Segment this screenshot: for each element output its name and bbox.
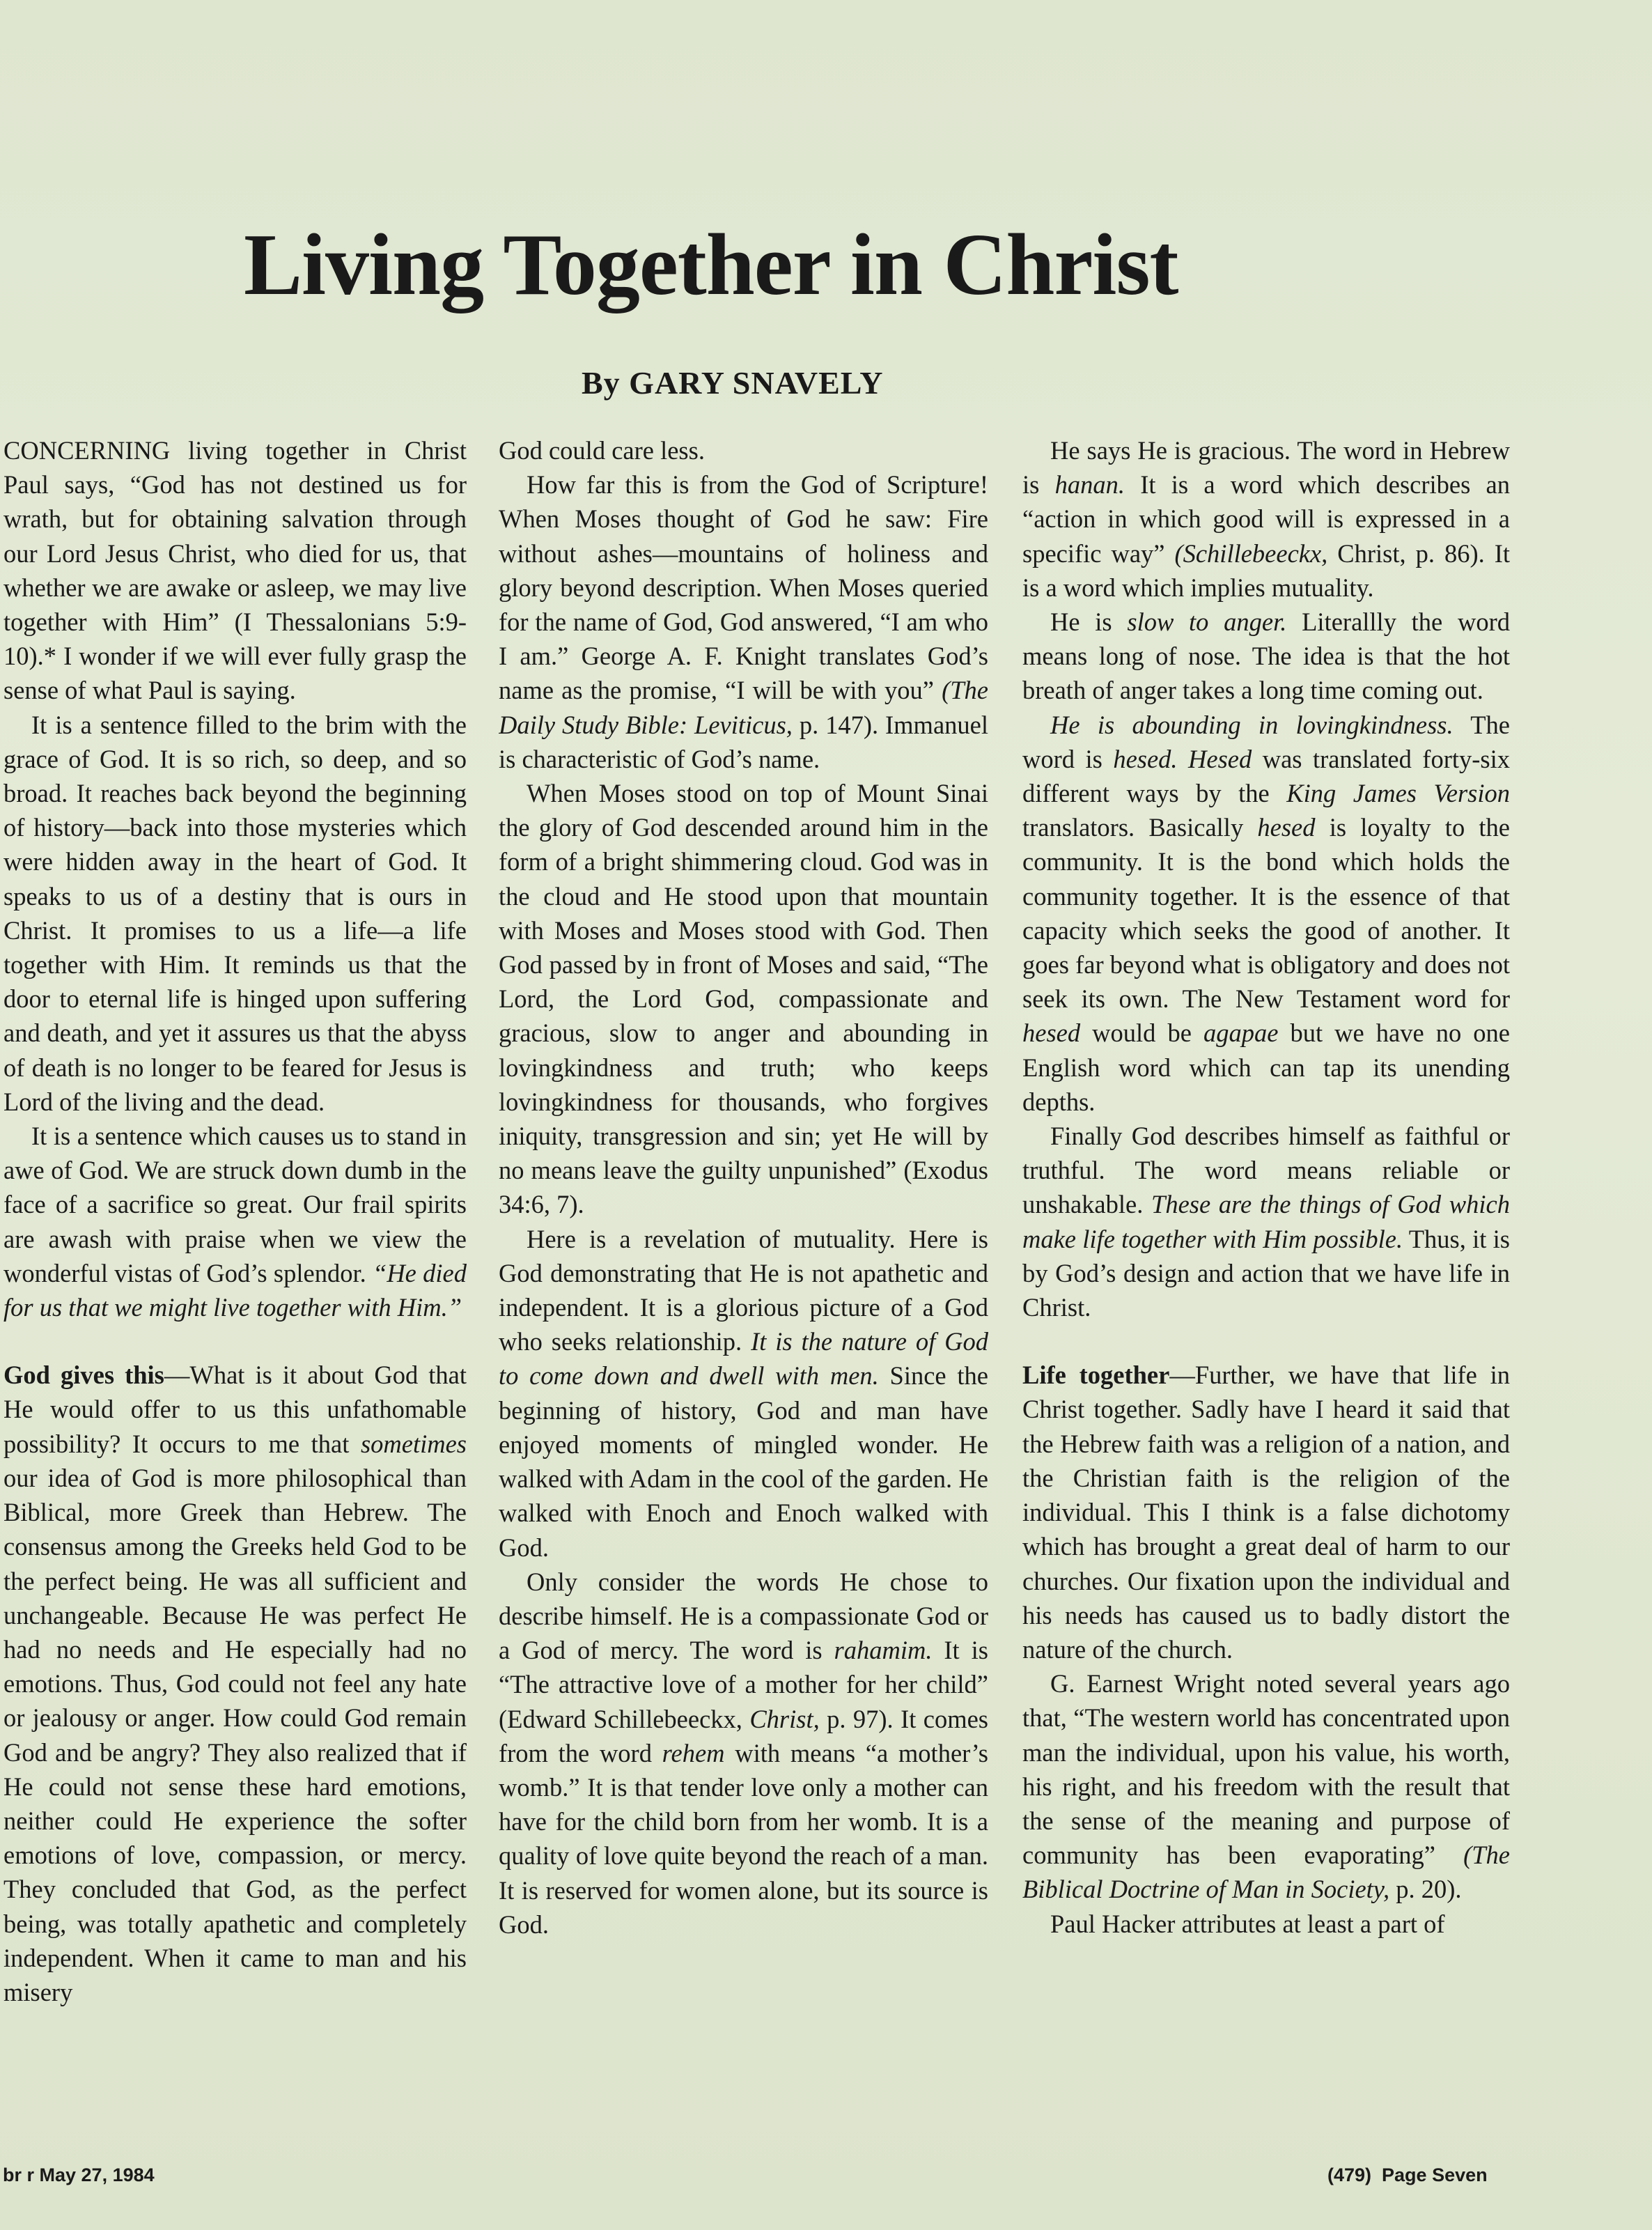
paragraph-text: God could care less. xyxy=(499,436,705,465)
paragraph-text: translators. Basically xyxy=(1022,813,1258,842)
paragraph-text: He is xyxy=(1050,607,1128,637)
paragraph xyxy=(3,1358,467,2009)
paragraph-text: Thus, it is by God’s design and action that we have life in Christ. xyxy=(1022,1224,1510,1322)
paragraph-text: It is “The attractive love of a mother for her child” (Edward Schillebeeckx, xyxy=(499,1636,988,1733)
subhead: God gives this xyxy=(3,1361,164,1390)
paragraph-text: It is a sentence which causes us to stand in awe of God. We are struck down dumb in the face of a sacrifice so great. Our frail spirits are awash with praise when we view the wonderful vistas of God’s splendor. xyxy=(3,1122,467,1287)
italic-text: (The Biblical Doctrine of Man in Society, xyxy=(1022,1841,1510,1904)
paragraph-text: Paul Hacker attributes at least a part of xyxy=(1050,1909,1445,1938)
paragraph xyxy=(499,467,988,776)
italic-text: (The Daily Study Bible: Leviticus, xyxy=(499,676,988,739)
paragraph-text: Since the beginning of history, God and man have enjoyed moments of mingled wonder. He walked with Adam in the cool of the garden. He walked with Enoch and Enoch walked with God. xyxy=(499,1361,988,1562)
paragraph xyxy=(1022,1666,1510,1906)
paragraph-text: living together in Christ Paul says, “God has not destined us for wrath, but for obtaining salvation through our Lord Jesus Christ, who died for us, that whether we are awake or asleep, we may live together with Him” (I Thessalonians 5:9-10).* I wonder if we will ever fully grasp the sense of what Paul is saying. xyxy=(3,436,467,705)
paragraph-text: The word is xyxy=(1022,710,1510,773)
italic-text: These are the things of God which make life together with Him possible. xyxy=(1022,1190,1510,1253)
paragraph-text: —What is it about God that He would offer to us this unfathomable possibility? It occurs to me that xyxy=(3,1361,467,1458)
paragraph-text: It is a word which describes an “action in which good will is expressed in a specific way” xyxy=(1022,470,1510,568)
paragraph-text: —Further, we have that life in Christ together. Sadly have I heard it said that the Hebrew faith was a religion of a nation, and the Christian faith is the religion of the individual. This I think is a false dichotomy which has brought a great deal of harm to our churches. Our fixation upon the individual and his needs has caused us to badly distort the nature of the church. xyxy=(1022,1361,1510,1664)
italic-text: agapae xyxy=(1203,1019,1279,1048)
paragraph-text: with means “a mother’s womb.” It is that tender love only a mother can have for the child born from her womb. It is a quality of love quite beyond the reach of a man. It is reserved for women alone, but its source is God. xyxy=(499,1738,988,1939)
paragraph-text: Only consider the words He chose to describe himself. He is a compassionate God or a God of mercy. The word is xyxy=(499,1567,988,1665)
paragraph-text: When Moses stood on top of Mount Sinai the glory of God descended around him in the form of a bright shimmering cloud. God was in the cloud and He stood upon that mountain with Moses and Moses stood with God. Then God passed by in front of Moses and said, “The Lord, the Lord God, compassionate and gracious, slow to anger and abounding in lovingkindness and truth; who keeps lovingkindness for thousands, who forgives iniquity, transgression and sin; yet He will by no means leave the guilty unpunished” (Exodus 34:6, 7). xyxy=(499,779,988,1219)
subhead: Life together xyxy=(1022,1361,1170,1390)
column-3 xyxy=(1022,433,1510,2140)
paragraph xyxy=(1022,1907,1510,1941)
paragraph xyxy=(3,708,467,1119)
italic-text: “He died for us that we might live together with Him.” xyxy=(3,1258,467,1322)
paragraph xyxy=(499,1222,988,1565)
column-2 xyxy=(499,433,988,2140)
italic-text: He is abounding in lovingkindness. xyxy=(1050,710,1454,739)
paragraph-text: Finally God describes himself as faithful or truthful. The word means reliable or unshakable. xyxy=(1022,1122,1510,1219)
footer-date: br r May 27, 1984 xyxy=(3,2165,155,2185)
paragraph-text: p. 97). It comes from the word xyxy=(499,1704,988,1767)
paragraph-text: Here is a revelation of mutuality. Here is God demonstrating that He is not apathetic and independent. It is a glorious picture of a God who seeks relationship. xyxy=(499,1224,988,1356)
byline: By GARY SNAVELY xyxy=(582,365,884,401)
paragraph xyxy=(499,1565,988,1942)
paragraph-text: Literallly the word means long of nose. The idea is that the hot breath of anger takes a long time coming out. xyxy=(1022,607,1510,705)
paragraph-text: It is a sentence filled to the brim with the grace of God. It is so rich, so deep, and so broad. It reaches back beyond the beginning of history—back into those mysteries which were hidden away in the heart of God. It speaks to us of a destiny that is ours in Christ. It promises to us a life—a life together with Him. It reminds us that the door to eternal life is hinged upon suffering and death, and yet it assures us that the abyss of death is no longer to be feared for Jesus is Lord of the living and the dead. xyxy=(3,710,467,1116)
italic-text: rahamim. xyxy=(834,1636,933,1665)
paragraph-text: How far this is from the God of Scripture! When Moses thought of God he saw: Fire without ashes—mountains of holiness and glory beyond description. When Moses queried for the name of God, God answered, “I am who I am.” George A. F. Knight translates God’s name as the promise, “I will be with you” xyxy=(499,470,988,705)
paragraph-text: p. 147). Immanuel is characteristic of God’s name. xyxy=(499,710,988,773)
paragraph xyxy=(1022,605,1510,708)
paragraph-text: but we have no one English word which can tap its unending depths. xyxy=(1022,1019,1510,1116)
footer-page-number: (479) Page Seven xyxy=(1327,2165,1488,2185)
paragraph xyxy=(1022,433,1510,605)
italic-text: hesed. Hesed xyxy=(1113,744,1252,773)
italic-text: slow to anger. xyxy=(1127,607,1287,637)
italic-text: hesed xyxy=(1022,1019,1081,1048)
paragraph xyxy=(499,433,988,467)
paragraph xyxy=(1022,708,1510,1119)
italic-text: hanan. xyxy=(1054,470,1125,500)
italic-text: hesed xyxy=(1257,813,1316,842)
italic-text: sometimes xyxy=(360,1429,467,1458)
italic-text: It is the nature of God to come down and dwell with men. xyxy=(499,1327,988,1391)
paragraph xyxy=(1022,1358,1510,1666)
paragraph-text: would be xyxy=(1080,1019,1203,1048)
paragraph-text: was translated forty-six different ways by the xyxy=(1022,744,1510,808)
paragraph xyxy=(499,776,988,1222)
paragraph-text: our idea of God is more philosophical than Biblical, more Greek than Hebrew. The consensus among the Greeks held God to be the perfect being. He was all sufficient and unchangeable. Because He was perfect He had no needs and He especially had no emotions. Thus, God could not feel any hate or jealousy or anger. How could God remain God and be angry? They also realized that if He could not sense these hard emotions, neither could He experience the softer emotions of love, compassion, or mercy. They concluded that God, as the perfect being, was totally apathetic and completely independent. When it came to man and his misery xyxy=(3,1463,467,2006)
paragraph-text: p. 20). xyxy=(1389,1875,1462,1904)
italic-text: rehem xyxy=(662,1738,725,1767)
paragraph-text: G. Earnest Wright noted several years ago that, “The western world has concentrated upon man the individual, upon his value, his worth, his right, and his freedom with the result that the sense of the meaning and purpose of community has been evaporating” xyxy=(1022,1669,1510,1870)
italic-text: King James Version xyxy=(1286,779,1510,808)
paragraph xyxy=(3,1119,467,1324)
paragraph xyxy=(3,433,467,708)
paragraph xyxy=(1022,1119,1510,1324)
italic-text: (Schillebeeckx, xyxy=(1174,539,1328,568)
lead-word: CONCERNING xyxy=(3,436,171,465)
italic-text: Christ, xyxy=(749,1704,820,1733)
paragraph-text: Christ, p. 86). It is a word which implies mutuality. xyxy=(1022,539,1510,602)
paragraph-text: is loyalty to the community. It is the bond which holds the community together. It is the essence of that capacity which seeks the good of another. It goes far beyond what is obligatory and does not seek its own. The New Testament word for xyxy=(1022,813,1510,1014)
paragraph-text: He says He is gracious. The word in Hebrew is xyxy=(1022,436,1510,500)
column-1 xyxy=(3,433,467,2140)
article-title: Living Together in Christ xyxy=(244,217,1178,313)
